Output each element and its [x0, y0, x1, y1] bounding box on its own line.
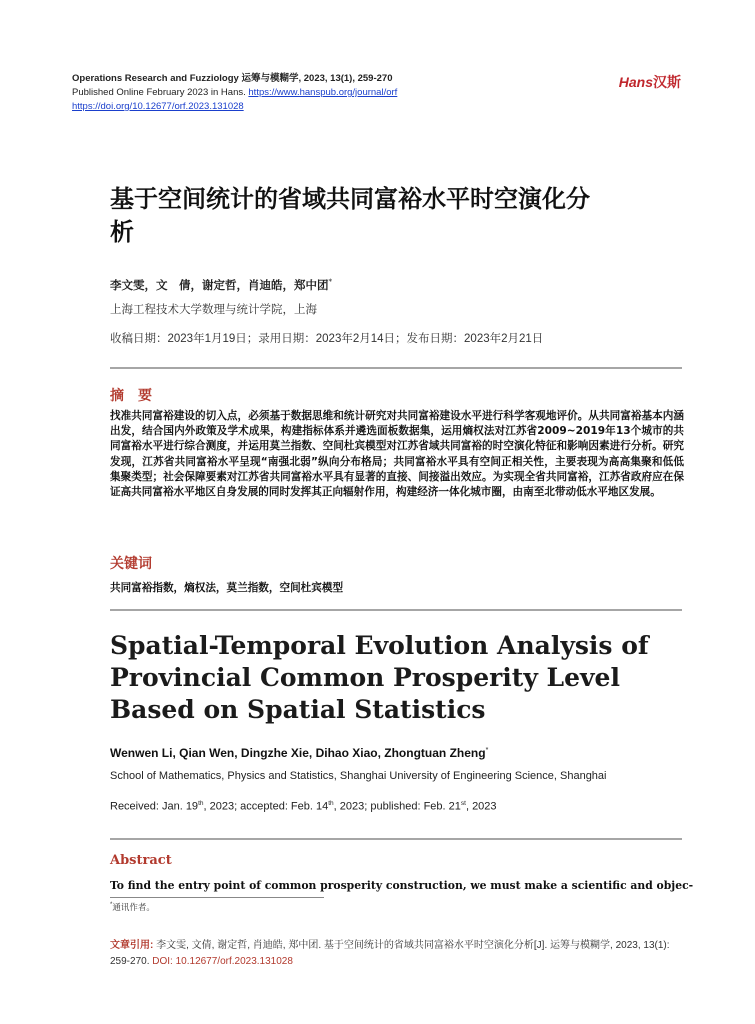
english-dates: [110, 800, 497, 813]
doi-line: [72, 101, 244, 113]
published-text: Published Online February 2023 in Hans.: [72, 87, 246, 98]
english-abstract-heading: Abstract: [110, 853, 172, 868]
english-affiliation: School of Mathematics, Physics and Statistics, Shanghai University of Engineering Science, Shanghai: [110, 770, 607, 782]
english-abstract-start: To find the entry point of common prosperity construction, we must make a scientific and objec-: [110, 879, 694, 892]
chinese-keywords: 共同富裕指数，熵权法，莫兰指数，空间杜宾模型: [110, 582, 344, 594]
footnote: [110, 901, 155, 913]
citation-label: 文章引用:: [110, 940, 154, 951]
chinese-author-names: 李文雯，文 倩，谢定哲，肖迪皓，郑中团: [110, 278, 329, 292]
logo-en: Hans: [618, 74, 653, 90]
chinese-abstract-heading: 摘 要: [110, 387, 152, 403]
footnote-mark: *: [110, 902, 113, 909]
divider: [110, 367, 682, 369]
published-suffix: st: [460, 800, 466, 807]
logo-cn: 汉斯: [653, 74, 681, 90]
journal-name-cn: 运筹与模糊学: [241, 73, 299, 84]
accepted-date: , 2023; accepted: Feb. 14: [203, 800, 329, 813]
year-tail: , 2023: [465, 800, 497, 813]
corresponding-mark: *: [328, 278, 332, 287]
chinese-dates: 收稿日期：2023年1月19日；录用日期：2023年2月14日；发布日期：2023年2月21日: [110, 333, 544, 345]
footnote-rule: [110, 897, 324, 898]
corresponding-mark: *: [485, 747, 489, 754]
chinese-authors: [110, 277, 332, 293]
received-date: Received: Jan. 19: [110, 800, 199, 813]
citation-block: [110, 938, 688, 970]
citation-text: 李文雯, 文倩, 谢定哲, 肖迪皓, 郑中团. 基于空间统计的省域共同富裕水平时空演化分析[J]. 运筹与模糊学, 2023, 13(1): 259-270.: [110, 940, 670, 967]
publication-line: [72, 87, 397, 99]
english-authors: [110, 746, 488, 760]
chinese-affiliation: 上海工程技术大学数理与统计学院，上海: [110, 304, 317, 316]
accepted-suffix: th: [328, 800, 334, 807]
divider: [110, 838, 682, 840]
received-suffix: th: [198, 800, 204, 807]
chinese-keywords-heading: 关键词: [110, 555, 152, 571]
english-title: Spatial-Temporal Evolution Analysis of Provincial Common Prosperity Level Based on Spatial Statistics: [110, 631, 649, 724]
chinese-title: 基于空间统计的省域共同富裕水平时空演化分析: [110, 186, 590, 246]
journal-name-en: Operations Research and Fuzziology: [72, 73, 239, 84]
published-date: , 2023; published: Feb. 21: [333, 800, 461, 813]
divider: [110, 609, 682, 611]
footnote-text: 通讯作者。: [112, 902, 155, 912]
hans-logo: [619, 72, 681, 92]
citation-doi[interactable]: DOI: 10.12677/orf.2023.131028: [152, 956, 293, 967]
doi-link[interactable]: https://doi.org/10.12677/orf.2023.131028: [72, 101, 244, 112]
chinese-abstract: 找准共同富裕建设的切入点，必须基于数据思维和统计研究对共同富裕建设水平进行科学客观地评价。从共同富裕基本内涵出发，结合国内外政策及学术成果，构建指标体系并遴选面板数据集，运用熵权法对江苏省2009~2019年13个城市的共同富裕水平进行综合测度，并运用莫兰指数、空间杜宾模型对江苏省域共同富裕的时空演化特征和影响因素进行分析。研究发现，江苏省共同富裕水平呈现“南强北弱”纵向分布格局；共同富裕水平具有空间正相关性，主要表现为高高集聚和低低集聚类型；社会保障要素对江苏省共同富裕水平具有显著的直接、间接溢出效应。为实现全省共同富裕，江苏省政府应在保证高共同富裕水平地区自身发展的同时发挥其正向辐射作用，构建经济一体化城市圈，由南至北带动低水平地区发展。: [110, 410, 684, 499]
english-author-names: Wenwen Li, Qian Wen, Dingzhe Xie, Dihao Xiao, Zhongtuan Zheng: [110, 746, 486, 760]
journal-header: [72, 73, 392, 85]
journal-issue: , 2023, 13(1), 259-270: [298, 73, 393, 84]
journal-url-link[interactable]: https://www.hanspub.org/journal/orf: [248, 87, 398, 98]
